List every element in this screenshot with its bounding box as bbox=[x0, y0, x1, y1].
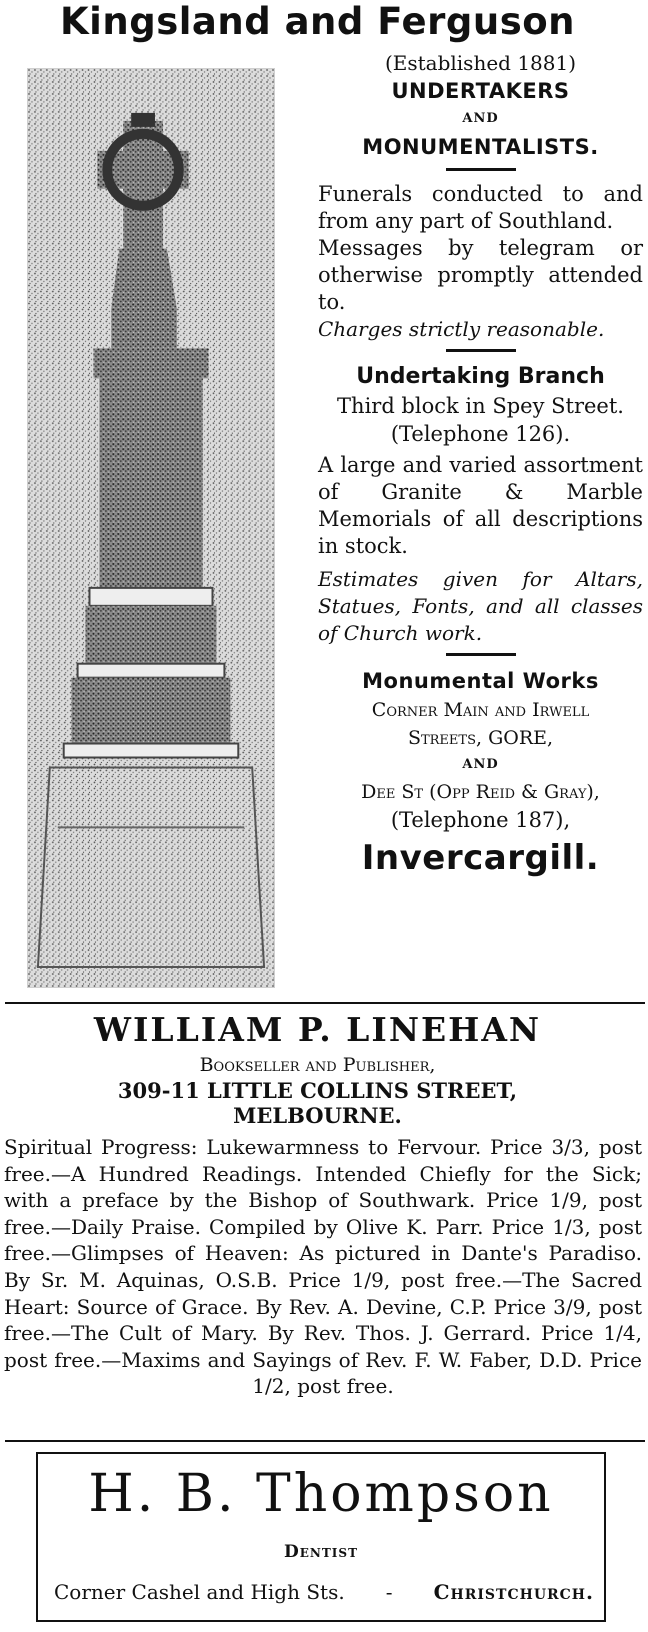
section-rule bbox=[446, 349, 516, 352]
advertisement-divider bbox=[5, 1002, 645, 1004]
celtic-cross-monument-image bbox=[28, 69, 274, 987]
charges-note: Charges strictly reasonable. bbox=[318, 317, 605, 341]
dee-street-address: Dee St (Opp Reid & Gray), bbox=[361, 781, 600, 803]
undertakers-heading: UNDERTAKERS bbox=[391, 79, 570, 103]
linehan-bookseller-advertisement bbox=[0, 1010, 648, 1399]
bookseller-street-address: 309-11 LITTLE COLLINS STREET, bbox=[117, 1078, 518, 1103]
dentist-address-line bbox=[54, 1578, 594, 1606]
monument-cross-illustration bbox=[27, 68, 275, 988]
established-year: (Established 1881) bbox=[384, 51, 577, 75]
advertisement-title: Kingsland and Ferguson bbox=[60, 0, 575, 43]
monumentalists-heading: MONUMENTALISTS. bbox=[362, 135, 599, 159]
address-separator: - bbox=[385, 1580, 393, 1604]
section-rule bbox=[446, 653, 516, 656]
dentist-profession: Dentist bbox=[284, 1542, 358, 1562]
telephone-187: (Telephone 187), bbox=[390, 808, 571, 832]
dentist-name: H. B. Thompson bbox=[88, 1464, 554, 1524]
funerals-paragraph: Funerals conducted to and from any part of Southland. bbox=[318, 182, 643, 233]
assortment-paragraph: A large and varied assortment of Granite & Marble Memorials of all descriptions in stock. bbox=[318, 453, 643, 558]
bookseller-city: MELBOURNE. bbox=[233, 1103, 402, 1128]
monumental-works-heading: Monumental Works bbox=[362, 669, 599, 693]
messages-paragraph: Messages by telegram or otherwise promptly attended to. bbox=[318, 236, 643, 314]
and-connector: AND bbox=[462, 111, 499, 126]
invercargill-heading: Invercargill. bbox=[361, 838, 600, 878]
thompson-dentist-advertisement bbox=[36, 1452, 606, 1622]
book-list-paragraph: Spiritual Progress: Lukewarmness to Fervour. Price 3/3, post free.—A Hundred Readings. Intended Chiefly for the Sick; with a preface by the Bishop of Southwark. Price 1/9, post free.—Daily Praise. Compiled by Olive K. Parr. Price 1/3, post free.—Glimpses of Heaven: As pictured in Dante's Paradiso. By Sr. M. Aquinas, O.S.B. Price 1/9, post free.—The Sacred Heart: Source of Grace. By Rev. A. Devine, C.P. Price 3/9, post free.—The Cult of Mary. By Rev. Thos. J. Gerrard. Price 1/4, post free.—Maxims and Sayings of Rev. F. W. Faber, D.D. Price 1/2, post free. bbox=[4, 1135, 642, 1399]
dentist-city: Christchurch. bbox=[433, 1580, 594, 1604]
bookseller-name: WILLIAM P. LINEHAN bbox=[93, 1010, 542, 1049]
estimates-paragraph: Estimates given for Altars, Statues, Fonts, and all classes of Church work. bbox=[318, 567, 643, 645]
and-connector: AND bbox=[462, 757, 499, 772]
advertisement-divider bbox=[5, 1440, 645, 1442]
telephone-126: (Telephone 126). bbox=[390, 422, 571, 446]
undertaking-branch-heading: Undertaking Branch bbox=[356, 364, 605, 389]
bookseller-subtitle: Bookseller and Publisher, bbox=[199, 1054, 436, 1076]
streets-gore: Streets, GORE, bbox=[407, 727, 554, 749]
section-rule bbox=[446, 168, 516, 171]
corner-main-irwell: Corner Main and Irwell bbox=[371, 699, 590, 721]
dentist-street-address: Corner Cashel and High Sts. bbox=[54, 1580, 345, 1604]
spey-street-address: Third block in Spey Street. bbox=[337, 394, 624, 418]
advertisement-text-column bbox=[318, 50, 643, 882]
